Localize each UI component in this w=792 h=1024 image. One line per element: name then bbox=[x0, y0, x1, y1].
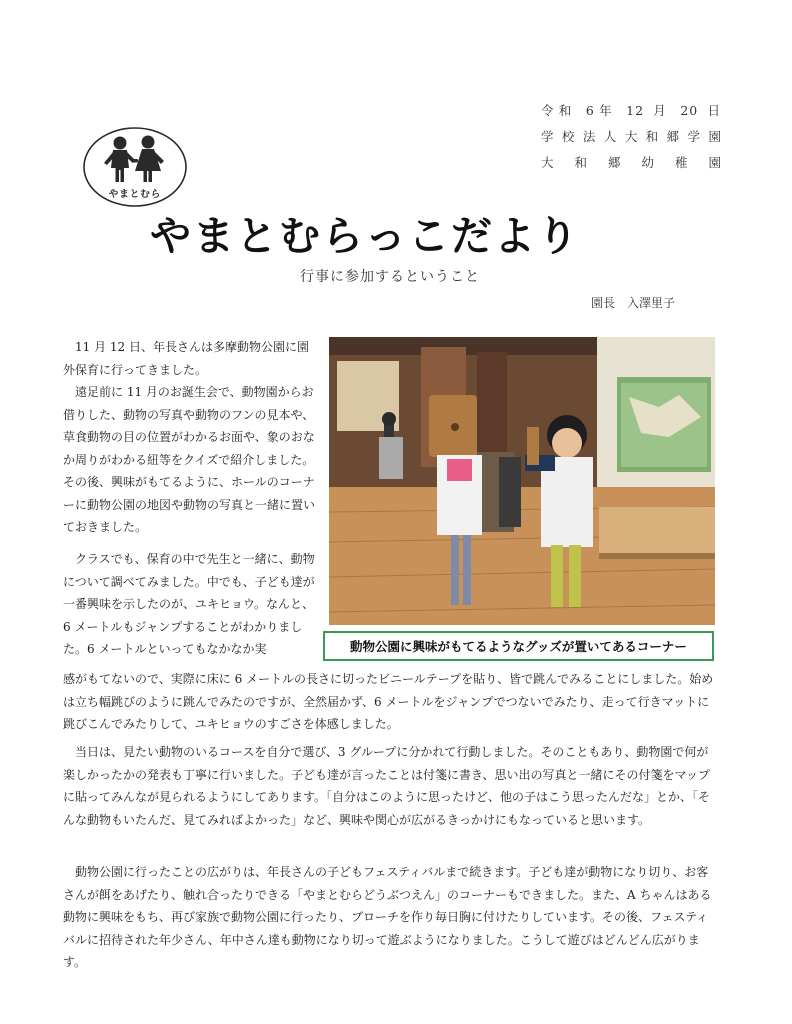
header-info bbox=[541, 98, 721, 176]
paragraph-2: 遠足前に 11 月のお誕生会で、動物園からお借りした、動物の写真や動物のフンの見本や、草食動物の目の位置がわかるお面や、象のおなか周りがわかる紐等をクイズで紹介しました。その後、興味がもてるように、ホールのコーナーに動物公園の地図や動物の写真と一緒に置いておきました。 bbox=[63, 385, 316, 534]
photo-caption: 動物公園に興味がもてるようなグッズが置いてあるコーナー bbox=[323, 631, 714, 661]
author-name: 入澤里子 bbox=[627, 296, 676, 310]
author-line bbox=[591, 294, 675, 311]
newsletter-subtitle: 行事に参加するということ bbox=[300, 269, 480, 285]
kindergarten-logo bbox=[82, 126, 188, 208]
paragraph-1: 11 月 12 日、年長さんは多摩動物公園に園外保育に行ってきました。 bbox=[63, 340, 309, 377]
author-role: 園長 bbox=[591, 296, 616, 310]
logo-text: やまとむら bbox=[108, 189, 162, 200]
paragraph-3a: クラスでも、保育の中で先生と一緒に、動物について調べてみました。中でも、子ども達が一番興味を示したのが、ユキヒョウ。なんと、6 メートルもジャンプすることがわかりました。6 メートルといってもなかなか実 bbox=[63, 552, 315, 656]
event-photo bbox=[329, 337, 715, 625]
kindergarten-name: 大和郷幼稚園 bbox=[541, 155, 721, 170]
issue-date: 令和 6年 12 月 20 日 bbox=[541, 103, 721, 118]
children-silhouette-icon bbox=[104, 136, 164, 183]
paragraph-3b: 感がもてないので、実際に床に 6 メートルの長さに切ったビニールテープを貼り、皆で跳んでみることにしました。始めは立ち幅跳びのように跳んでみたのですが、全然届かず、6 メートルをジャンプでつないでみたり、走って行きマットに跳びこんでみたりして、ユキヒョウのすごさを体感しました。 bbox=[63, 672, 714, 731]
paragraph-5: 動物公園に行ったことの広がりは、年長さんの子どもフェスティバルまで続きます。子ども達が動物になり切り、お客さんが餌をあげたり、触れ合ったりできる「やまとむらどうぶつえん」のコーナーもできました。また、A ちゃんはある動物に興味をもち、再び家族で動物公園に行ったり、ブローチを作り毎日胸に付けたりしています。その後、フェスティバルに招待された年少さん、年中さん達も動物になり切って遊ぶようになりました。こうして遊びはどんどん広がります。 bbox=[63, 865, 712, 969]
newsletter-title: やまとむらっこだより bbox=[150, 212, 580, 260]
school-corporation: 学校法人大和郷学園 bbox=[541, 129, 721, 144]
paragraph-4: 当日は、見たい動物のいるコースを自分で選び、3 グループに分かれて行動しました。そのこともあり、動物園で何が楽しかったかの発表も丁寧に行いました。子ども達が言ったことは付箋に書き、思い出の写真と一緒にその付箋をマップに貼ってみんなが見られるようにしてあります。「自分はこのように思ったけど、他の子はこう思ったんだな」とか、「そんな動物もいたんだ、見てみればよかった」など、興味や関心が広がるきっかけにもなっていると思います。 bbox=[63, 745, 711, 827]
